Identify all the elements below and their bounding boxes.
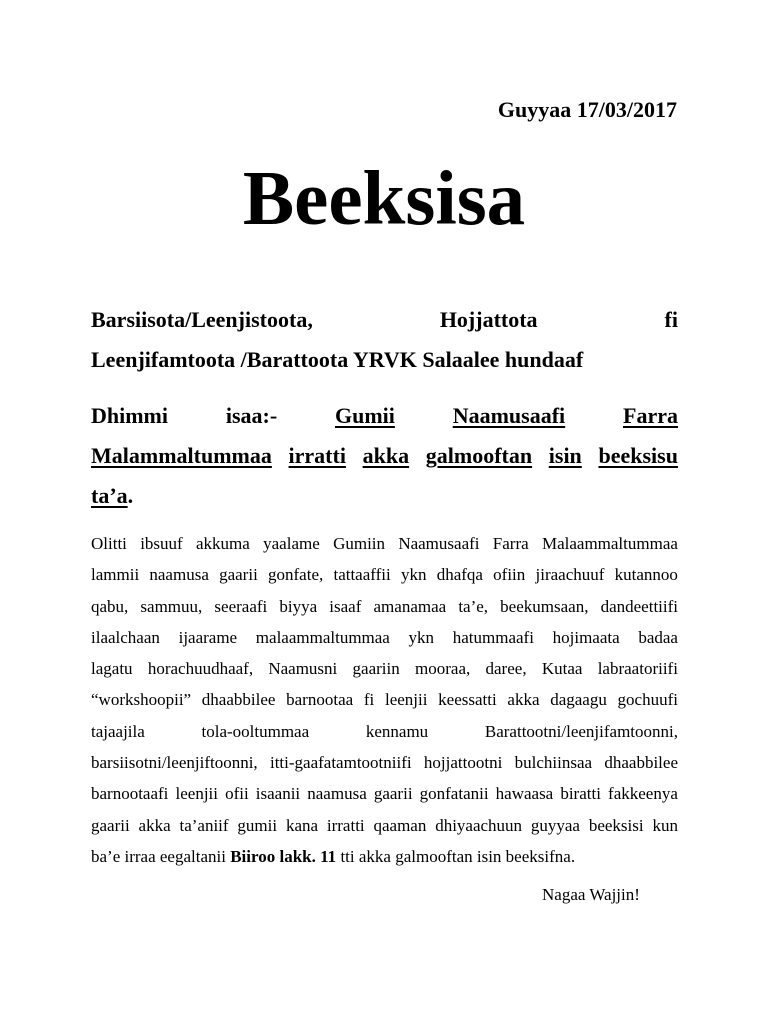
body-word: tattaaffii <box>333 565 391 585</box>
body-word: kennamu <box>365 721 429 741</box>
body-word: barsiisotni/leenjiftoonni, <box>91 753 258 773</box>
subject-word: Gumii <box>334 403 395 428</box>
body-word: gaarii <box>91 815 130 835</box>
subject-word: Dhimmi <box>91 403 168 428</box>
body-word: leenjii <box>384 690 428 710</box>
body-word: malaammaltummaa <box>255 627 390 647</box>
recipients-line-1 <box>91 300 678 340</box>
subject-word: irratti <box>288 443 346 468</box>
subject-word: isin <box>548 443 582 468</box>
body-word: Naamusaafi <box>398 534 480 553</box>
body-word: Barattootni/leenjifamtoonni, <box>484 721 678 741</box>
body-word: tajaajila <box>91 721 145 741</box>
body-word: dandeettiifi <box>600 596 678 616</box>
subject-line-1 <box>91 396 678 436</box>
body-word: gonfatanii <box>419 784 489 804</box>
body-word: kun <box>652 815 678 835</box>
subject-word: isaa:- <box>225 403 278 428</box>
body-word: dhaabbilee <box>201 690 276 710</box>
body-word: fakkeenya <box>608 784 678 804</box>
body-word: hojimaata <box>552 627 620 647</box>
body-word: beekumsaan, <box>500 596 589 616</box>
body-word: gaarii <box>219 565 258 585</box>
body-word: qabu, <box>91 596 129 616</box>
body-word: Farra <box>492 534 529 553</box>
body-word: Olitti <box>91 534 127 553</box>
body-word: hawaasa <box>495 784 554 804</box>
signoff: Nagaa Wajjin! <box>542 885 640 904</box>
body-word: labraatoriifi <box>597 659 678 679</box>
body-word: ykn <box>400 565 427 585</box>
body-word: dhaabbilee <box>604 753 678 773</box>
body-word: naamusa <box>149 565 209 585</box>
body-word: ijaarame <box>178 627 238 647</box>
body-word: ilaalchaan <box>91 627 160 647</box>
body-word: fi <box>363 690 375 710</box>
subject-block <box>91 396 678 516</box>
office-number: Biiroo lakk. 11 <box>230 846 337 866</box>
document-date: Guyyaa 17/03/2017 <box>497 97 677 122</box>
body-word: guyyaa <box>530 815 580 835</box>
body-line <box>91 622 678 653</box>
body-word: Kutaa <box>541 659 583 679</box>
subject-word: ta’a <box>91 483 128 508</box>
subject-line-3 <box>91 476 678 516</box>
subject-word: akka <box>362 443 410 468</box>
body-word: irratti <box>326 815 365 835</box>
body-line <box>91 528 678 559</box>
body-line <box>91 778 678 809</box>
recipients-word: fi <box>664 307 678 332</box>
body-word: jiraachuuf <box>535 565 605 585</box>
body-word: hatummaafi <box>452 627 534 647</box>
body-text-run: ba’e irraa eegaltanii <box>91 846 226 866</box>
body-word: yaalame <box>263 534 320 553</box>
body-word: beeksisi <box>588 815 644 835</box>
recipients-line-2: Leenjifamtoota /Barattoota YRVK Salaalee hundaaf <box>91 347 584 372</box>
recipients-word: Barsiisota/Leenjistoota, <box>91 307 313 332</box>
body-word: Gumiin <box>333 534 386 553</box>
body-word: mooraa, <box>415 659 471 679</box>
body-word: akkuma <box>196 534 250 553</box>
body-word: dagaagu <box>550 690 607 710</box>
body-paragraph <box>91 528 678 872</box>
body-word: ofiin <box>493 565 526 585</box>
subject-period: . <box>127 483 134 508</box>
subject-word: Farra <box>623 403 678 428</box>
body-word: amanamaa <box>373 596 447 616</box>
body-word: biratti <box>560 784 601 804</box>
body-line <box>91 810 678 841</box>
body-word: Malaammaltummaa <box>541 534 678 553</box>
body-word: ta’aniif <box>179 815 229 835</box>
body-word: horachuudhaaf, <box>147 659 254 679</box>
body-line <box>91 653 678 684</box>
subject-line-2 <box>91 436 678 476</box>
recipients-word: Hojjattota <box>439 307 538 332</box>
body-line <box>91 684 678 715</box>
body-word: barnootaafi <box>91 784 169 804</box>
body-word: bulchiinsaa <box>514 753 593 773</box>
body-word: akka <box>138 815 171 835</box>
body-word: naamusa <box>307 784 367 804</box>
body-word: keessatti <box>438 690 497 710</box>
subject-word: Malammaltummaa <box>91 443 272 468</box>
body-word: seeraafi <box>214 596 268 616</box>
body-word: ibsuuf <box>140 534 183 553</box>
body-text-run: tti akka galmooftan isin beeksifna. <box>340 846 576 866</box>
body-word: barnootaa <box>286 690 354 710</box>
body-word: lammii <box>91 565 140 585</box>
body-word: dhiyaachuun <box>435 815 523 835</box>
body-line <box>91 747 678 778</box>
body-word: isaaf <box>329 596 362 616</box>
body-word: sammuu, <box>140 596 203 616</box>
body-word: qaaman <box>373 815 427 835</box>
body-word: gaarii <box>373 784 413 804</box>
body-line <box>91 559 678 590</box>
body-word: gonfate, <box>268 565 324 585</box>
body-word: daree, <box>485 659 527 679</box>
body-word: kana <box>285 815 319 835</box>
document-title: Beeksisa <box>242 155 526 241</box>
body-line <box>91 716 678 747</box>
body-word: gaariin <box>352 659 400 679</box>
body-word: tola-ooltummaa <box>201 721 310 741</box>
body-word: Naamusni <box>268 659 338 679</box>
body-word: akka <box>507 690 540 710</box>
recipients-block <box>91 300 678 380</box>
body-word: hojjattootni <box>423 753 503 773</box>
subject-word: Naamusaafi <box>452 403 566 428</box>
subject-word: beeksisu <box>598 443 678 468</box>
body-word: gochuufi <box>617 690 678 710</box>
body-word: leenjii <box>175 784 218 804</box>
body-last-line <box>91 841 678 872</box>
body-word: ta’e, <box>458 596 489 616</box>
body-word: itti-gaafatamtootniifi <box>269 753 412 773</box>
body-word: badaa <box>638 627 678 647</box>
body-word: ofii <box>225 784 249 804</box>
body-word: biyya <box>279 596 318 616</box>
body-word: lagatu <box>91 659 133 679</box>
body-word: kutannoo <box>614 565 678 585</box>
body-word: ykn <box>408 627 435 647</box>
body-word: gumii <box>237 815 278 835</box>
body-word: “workshoopii” <box>91 690 192 710</box>
subject-word: galmooftan <box>425 443 533 468</box>
body-word: isaanii <box>255 784 301 804</box>
body-word: dhafqa <box>436 565 483 585</box>
body-line <box>91 591 678 622</box>
